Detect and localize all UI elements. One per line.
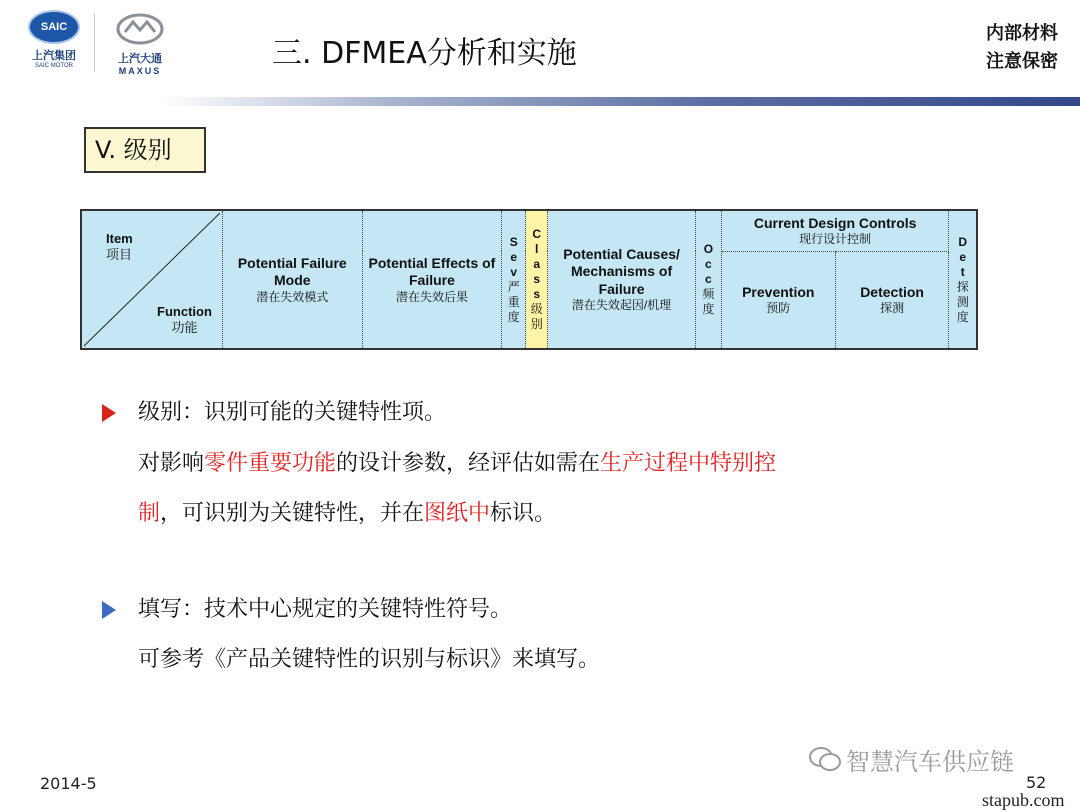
- det-char: 探: [956, 279, 969, 294]
- bullet2-line1: 填写：技术中心规定的关键特性符号。: [138, 597, 513, 622]
- class-letter: a: [533, 257, 541, 271]
- saic-logo: [22, 10, 86, 74]
- det-letter: t: [960, 264, 965, 279]
- occ-letter: c: [705, 257, 712, 271]
- det-char: 度: [956, 309, 969, 324]
- dfmea-header-table: [80, 209, 978, 350]
- watermark-text: 智慧汽车供应链: [846, 748, 1014, 776]
- sev-letter: S: [509, 234, 518, 249]
- class-letter: s: [533, 287, 541, 301]
- wechat-icon: [808, 746, 842, 772]
- occ-char: 频: [702, 287, 715, 301]
- class-char: 别: [530, 317, 543, 331]
- failure-mode-en: Potential Failure Mode: [237, 254, 347, 288]
- class-letter: l: [535, 242, 539, 256]
- prevention-cell: [721, 251, 835, 349]
- page-number: 52: [1026, 773, 1047, 792]
- prevention-cn: 预防: [766, 301, 791, 315]
- detection-cn: 探测: [880, 301, 905, 315]
- function-en: Function: [157, 303, 212, 319]
- effects-en: Potential Effects of Failure: [368, 254, 496, 288]
- sev-char: 重: [507, 294, 520, 309]
- item-en: Item: [106, 231, 133, 246]
- slide-title: 三. DFMEA分析和实施: [272, 36, 577, 71]
- sev-letter: v: [510, 264, 518, 279]
- logo-divider: [94, 14, 95, 72]
- header-gradient-bar: [160, 97, 1080, 106]
- item-cn: 项目: [106, 247, 133, 263]
- causes-cell: [548, 210, 696, 349]
- sev-char: 严: [507, 279, 520, 294]
- confidential-line1: 内部材料: [986, 23, 1058, 44]
- det-letter: e: [959, 249, 967, 264]
- bullet1-text: 标识。: [490, 501, 557, 526]
- sev-char: 度: [507, 309, 520, 324]
- class-char: 级: [530, 302, 543, 316]
- maxus-logo-en: MAXUS: [118, 66, 162, 76]
- controls-cell: [721, 210, 949, 251]
- sev-letter: e: [510, 249, 518, 264]
- bullet1-highlight: 零件重要功能: [204, 451, 337, 476]
- detection-cell: [835, 251, 949, 349]
- occ-letter: O: [703, 242, 714, 256]
- bullet-arrow-blue-icon: [102, 601, 116, 619]
- det-cell: [949, 210, 977, 349]
- controls-en: Current Design Controls: [753, 214, 917, 231]
- causes-cn: 潜在失效起因/机理: [571, 298, 672, 313]
- sev-cell: [502, 210, 526, 349]
- maxus-logo-cn: 上汽大通: [118, 52, 162, 65]
- section-label: V. 级别: [84, 127, 206, 173]
- bullet1-highlight: 生产过程中特别控: [600, 451, 777, 476]
- function-cn: 功能: [171, 319, 198, 335]
- prevention-en: Prevention: [742, 283, 815, 300]
- bullet1-highlight: 制: [138, 501, 161, 526]
- bullet-arrow-red-icon: [102, 404, 116, 422]
- detection-en: Detection: [860, 283, 924, 300]
- site-watermark: stapub.com: [982, 790, 1065, 810]
- saic-logo-cn: 上汽集团: [32, 49, 76, 62]
- bullet1-text: 的设计参数，经评估如需在: [336, 451, 601, 476]
- confidential-line2: 注意保密: [986, 51, 1058, 72]
- failure-mode-cn: 潜在失效模式: [256, 289, 329, 304]
- item-function-cell: [81, 210, 222, 349]
- maxus-emblem-icon: [115, 12, 165, 46]
- controls-cn: 现行设计控制: [799, 232, 872, 246]
- class-letter: s: [533, 272, 541, 286]
- class-cell: [526, 210, 548, 349]
- class-letter: C: [532, 227, 542, 241]
- bullet2-line2: 可参考《产品关键特性的识别与标识》来填写。: [138, 647, 601, 672]
- failure-mode-cell: [222, 210, 362, 349]
- det-char: 测: [956, 294, 969, 309]
- effects-cell: [362, 210, 502, 349]
- slide-date: 2014-5: [40, 774, 97, 793]
- occ-letter: c: [705, 272, 712, 286]
- bullet1-highlight: 图纸中: [424, 501, 491, 526]
- effects-cn: 潜在失效后果: [395, 289, 468, 304]
- confidential-note: [986, 20, 1058, 76]
- saic-logo-en: SAIC MOTOR: [35, 63, 73, 69]
- causes-en: Potential Causes/ Mechanisms of Failure: [563, 245, 680, 297]
- occ-cell: [695, 210, 721, 349]
- maxus-logo: [104, 12, 176, 76]
- bullet1-text: ，可识别为关键特性，并在: [160, 501, 425, 526]
- bullet1-line1: 级别：识别可能的关键特性项。: [138, 400, 447, 425]
- bullet1-text: 对影响: [138, 451, 205, 476]
- bullet1-line2: [138, 450, 776, 478]
- occ-char: 度: [702, 302, 715, 316]
- det-letter: D: [958, 234, 968, 249]
- saic-logo-mark: SAIC: [28, 10, 80, 44]
- bullet1-line3: [138, 500, 556, 528]
